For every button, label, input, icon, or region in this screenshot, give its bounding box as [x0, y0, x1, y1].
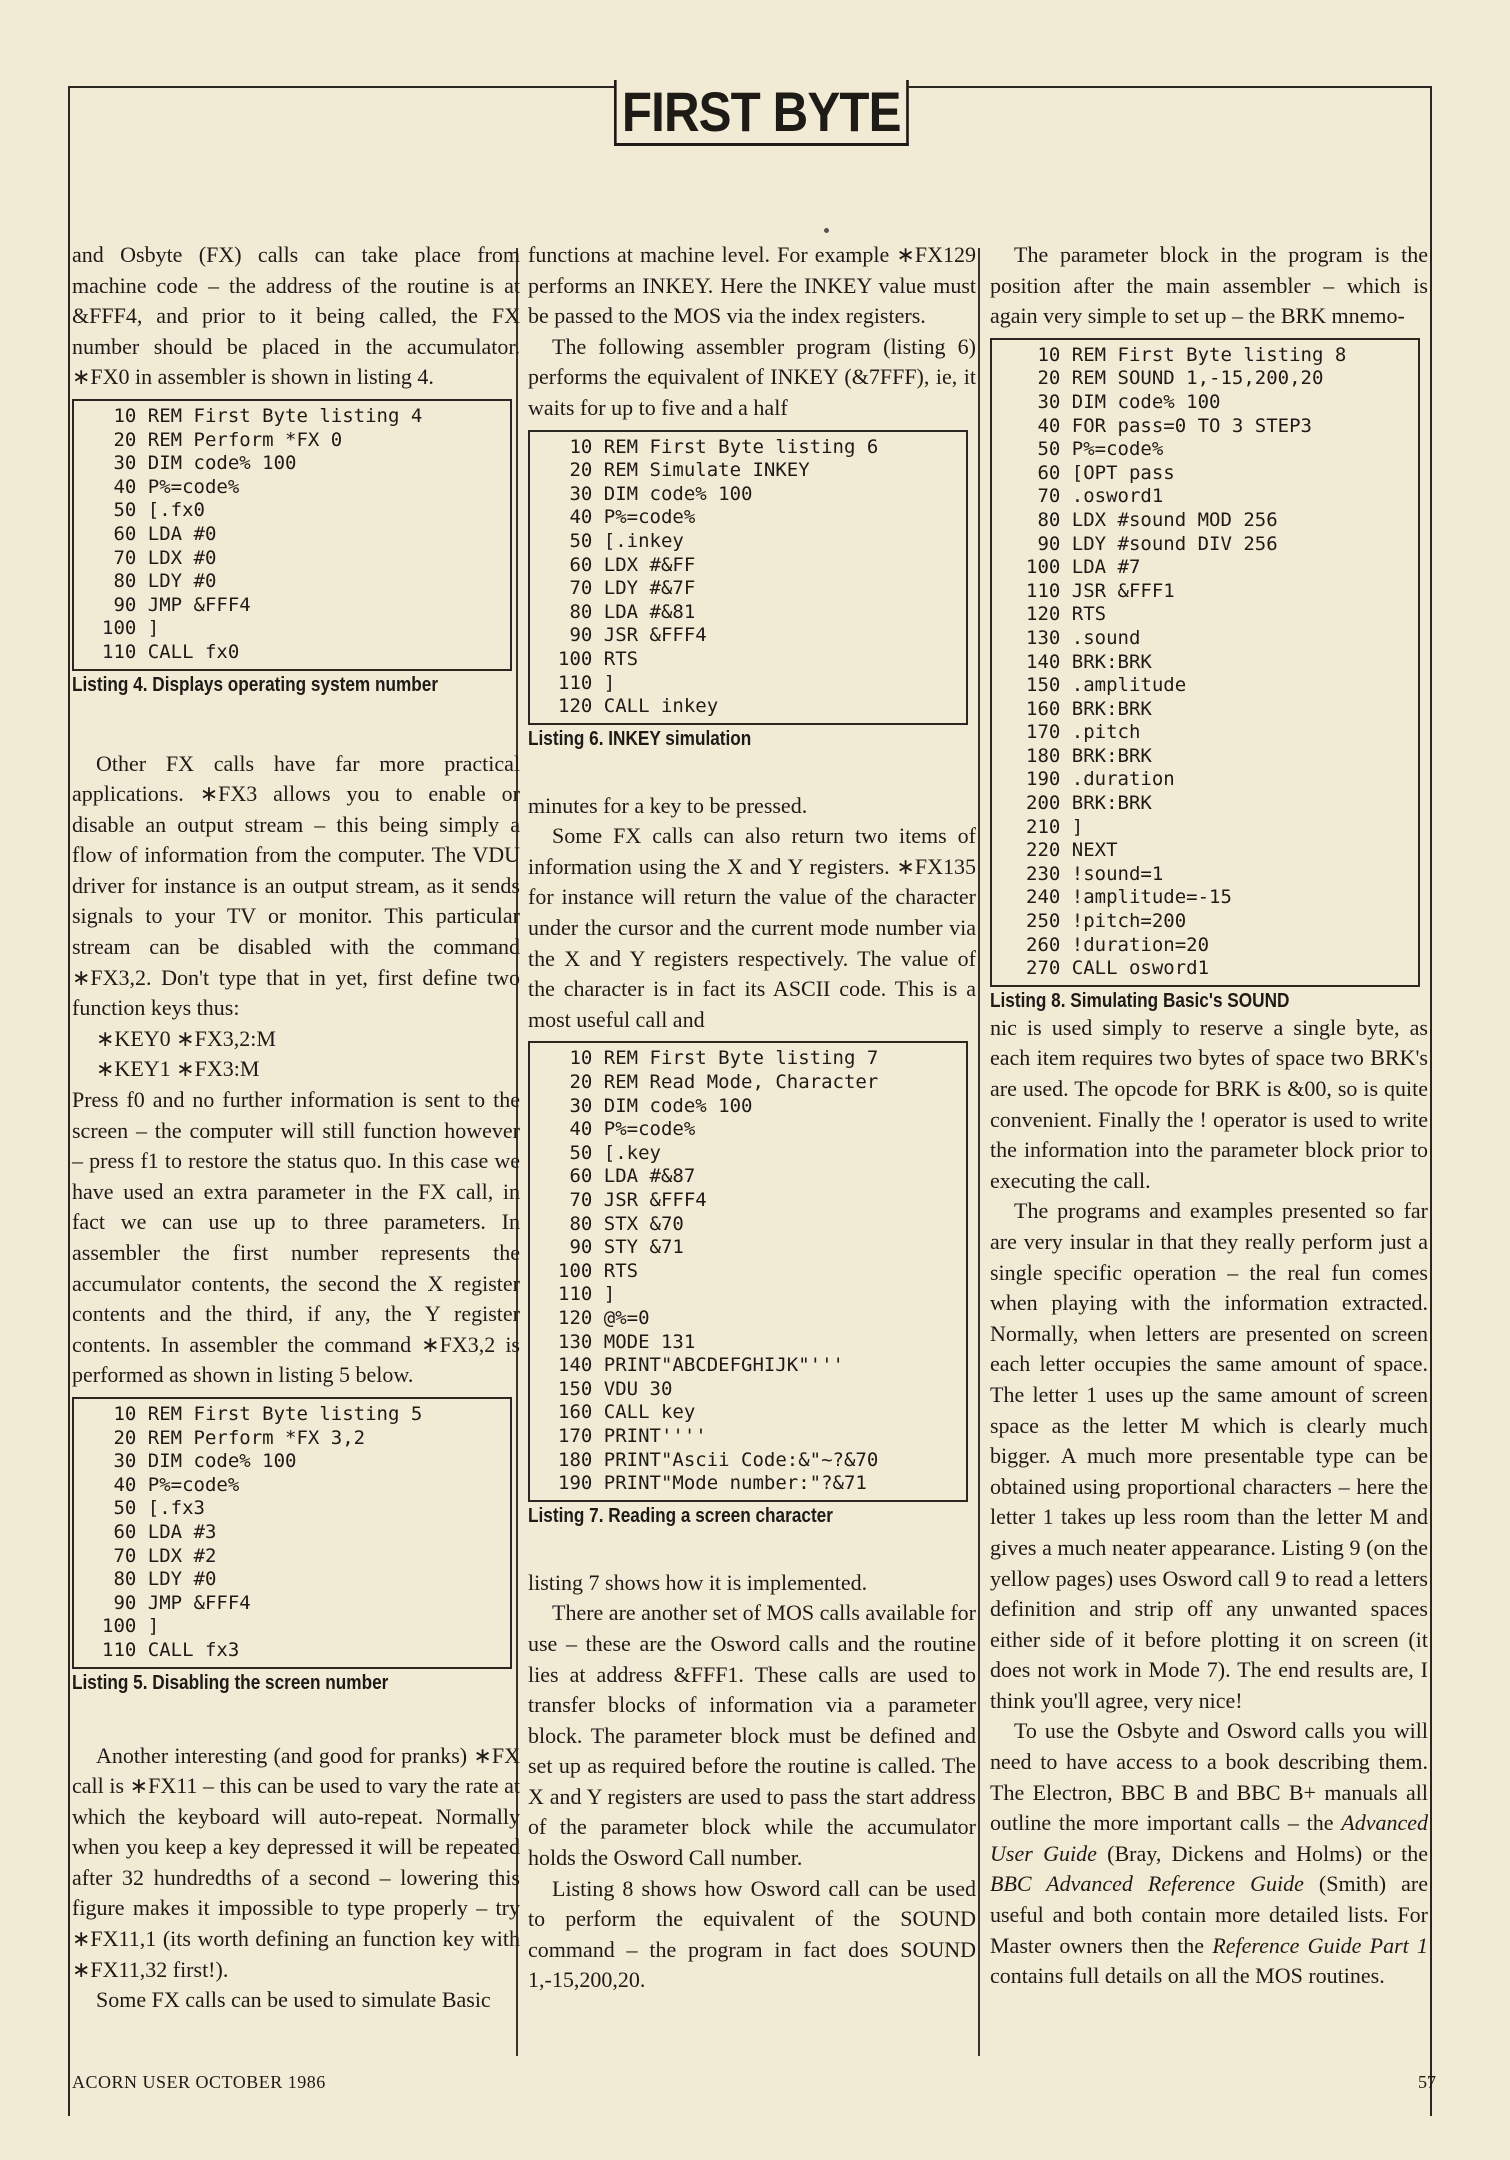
text-run: (Smith) are useful and both contain more detailed lists. For Master owners then the — [990, 1871, 1428, 1958]
paragraph: There are another set of MOS calls available for use – these are the Osword calls and the routine lies at address &FFF1. These calls are used to transfer blocks of information via a parameter block. The parameter block must be defined and set up as required before the routine is called. The X and Y registers are used to pass the start address of the parameter block while the accumulator holds the Osword Call number. — [528, 1600, 976, 1871]
paragraph: The programs and examples presented so far are very insular in that they really perform just a single specific operation – the real fun comes when playing with the information extracted. Normally, when letters are presented on screen each letter occupies the same amount of space. The letter 1 uses up the same amount of screen space as the letter M which is clearly much bigger. A much more presentable type can be obtained using proportional characters – here the letter 1 takes up less room than the letter M and gives a much neater appearance. Listing 9 (on the yellow pages) uses Osword call 9 to read a letters definition and strip off any unwanted spaces either side of it before plotting it on screen (it does not work in Mode 7). The end results are, I think you'll agree, very nice! — [990, 1198, 1428, 1713]
text-run: To use the Osbyte and Osword calls you will need to have access to a book describing them. The Electron, BBC B and BBC B+ manuals all outline the more important calls – the — [990, 1718, 1428, 1836]
command-line: ∗KEY0 ∗FX3,2:M — [96, 1025, 276, 1051]
paragraph: The parameter block in the program is the position after the main assembler – which is again very simple to set up – the BRK mnemo- — [990, 242, 1428, 329]
page-number: 57 — [1418, 2072, 1436, 2092]
footer-publication: ACORN USER OCTOBER 1986 — [72, 2072, 326, 2092]
column-1 — [72, 240, 520, 2016]
book-title: BBC Advanced Reference Guide — [990, 1871, 1304, 1897]
book-title: Advanced User Guide — [990, 1810, 1428, 1866]
listing-8-code: 10 REM First Byte listing 8 20 REM SOUND 1,-15,200,20 30 DIM code% 100 40 FOR pass=0 TO 3 STEP3 50 P%=code% 60 [OPT pass 70 .osword1 80 LDX #sound MOD 256 90 LDY #sound DIV 256 100 LDA #7 110 JSR &FFF1 120 RTS 130 .sound 140 BRK:BRK 150 .amplitude 160 BRK:BRK 170 .pitch 180 BRK:BRK 190 .duration 200 BRK:BRK 210 ] 220 NEXT 230 !sound=1 240 !amplitude=-15 250 !pitch=200 260 !duration=20 270 CALL osword1 — [1026, 343, 1347, 980]
paragraph: Press f0 and no further information is sent to the screen – the computer will still function however – press f1 to restore the status quo. In this case we have used an extra parameter in the FX call, in fact we can use up to three parameters. In assembler the first number represents the accumulator contents, the second the X register contents and the third, if any, the Y register contents. In assembler the command ∗FX3,2 is performed as shown in listing 5 below. — [72, 1087, 520, 1388]
listing-8-caption: Listing 8. Simulating Basic's SOUND — [990, 989, 1290, 1012]
paragraph: Another interesting (and good for pranks) ∗FX call is ∗FX11 – this can be used to vary the rate at which the keyboard will auto-repeat. Normally when you keep a key depressed it will be repeated after 32 hundredths of a second – lowering this figure makes it impossible to type properly – try ∗FX11,1 (its worth defining an function key with ∗FX11,32 first!). — [72, 1742, 520, 1982]
listing-4-caption: Listing 4. Displays operating system number — [72, 673, 439, 696]
listing-5-caption: Listing 5. Disabling the screen number — [72, 1671, 389, 1694]
listing-4-code: 10 REM First Byte listing 4 20 REM Perform *FX 0 30 DIM code% 100 40 P%=code% 50 [.fx0 60 LDA #0 70 LDX #0 80 LDY #0 90 JMP &FFF4 100 ] 110 CALL fx0 — [102, 404, 423, 663]
paragraph: Some FX calls can also return two items of information using the X and Y registers. ∗FX135 for instance will return the value of the character under the cursor and the current mode number via the X and Y registers respectively. The value of the character is in fact its ASCII code. This is a most useful call and — [528, 823, 976, 1032]
paragraph: Other FX calls have far more practical applications. ∗FX3 allows you to enable or disable an output stream – this being simply a flow of information from the computer. The VDU driver for instance is an output stream, as it sends signals to your TV or monitor. This particular stream can be disabled with the command ∗FX3,2. Don't type that in yet, first define two function keys thus: — [72, 750, 520, 1021]
listing-4-box — [72, 399, 512, 671]
listing-7-code: 10 REM First Byte listing 7 20 REM Read Mode, Character 30 DIM code% 100 40 P%=code% 50 [.key 60 LDA #&87 70 JSR &FFF4 80 STX &70 90 STY &71 100 RTS 110 ] 120 @%=0 130 MODE 131 140 PRINT"ABCDEFGHIJK"''' 150 VDU 30 160 CALL key 170 PRINT'''' 180 PRINT"Ascii Code:&"~?&70 190 PRINT"Mode number:"?&71 — [558, 1047, 879, 1495]
paragraph: nic is used simply to reserve a single byte, as each item requires two bytes of space two BRK's are used. The opcode for BRK is &00, so is quite convenient. Finally the ! operator is used to write the information into the parameter block prior to executing the call. — [990, 1014, 1428, 1193]
paragraph: and Osbyte (FX) calls can take place from machine code – the address of the routine is at &FFF4, and prior to it being called, the FX number should be placed in the accumulator. ∗FX0 in assembler is shown in listing 4. — [72, 242, 520, 390]
book-title: Reference Guide Part 1 — [1212, 1932, 1428, 1958]
command-line: ∗KEY1 ∗FX3:M — [96, 1056, 260, 1082]
listing-6-code: 10 REM First Byte listing 6 20 REM Simulate INKEY 30 DIM code% 100 40 P%=code% 50 [.inkey 60 LDX #&FF 70 LDY #&7F 80 LDA #&81 90 JSR &FFF4 100 RTS 110 ] 120 CALL inkey — [558, 435, 879, 718]
paragraph: The following assembler program (listing 6) performs the equivalent of INKEY (&7FFF), ie, it waits for up to five and a half — [528, 333, 976, 420]
section-title: FIRST BYTE — [614, 80, 909, 146]
paragraph: minutes for a key to be pressed. — [528, 792, 808, 818]
listing-6-caption: Listing 6. INKEY simulation — [528, 727, 752, 750]
paragraph: listing 7 shows how it is implemented. — [528, 1569, 868, 1595]
text-run: contains full details on all the MOS routines. — [990, 1963, 1385, 1989]
listing-6-box — [528, 430, 968, 725]
listing-7-box — [528, 1041, 968, 1501]
listing-7-caption: Listing 7. Reading a screen character — [528, 1504, 833, 1527]
column-3 — [990, 240, 1428, 1992]
paragraph: functions at machine level. For example ∗FX129 performs an INKEY. Here the INKEY value must be passed to the MOS via the index registers. — [528, 242, 976, 329]
listing-8-box — [990, 338, 1420, 987]
listing-5-box — [72, 1397, 512, 1669]
column-2 — [528, 240, 976, 1996]
text-run: (Bray, Dickens and Holms) or the — [1096, 1840, 1428, 1866]
listing-5-code: 10 REM First Byte listing 5 20 REM Perform *FX 3,2 30 DIM code% 100 40 P%=code% 50 [.fx3 60 LDA #3 70 LDX #2 80 LDY #0 90 JMP &FFF4 100 ] 110 CALL fx3 — [102, 1402, 423, 1661]
paragraph: Some FX calls can be used to simulate Basic — [96, 1987, 491, 2013]
paragraph — [990, 1716, 1428, 1991]
registration-dot — [824, 228, 829, 233]
column-divider — [978, 248, 980, 2056]
paragraph: Listing 8 shows how Osword call can be used to perform the equivalent of the SOUND command – the program in fact does SOUND 1,-15,200,20. — [528, 1875, 976, 1993]
